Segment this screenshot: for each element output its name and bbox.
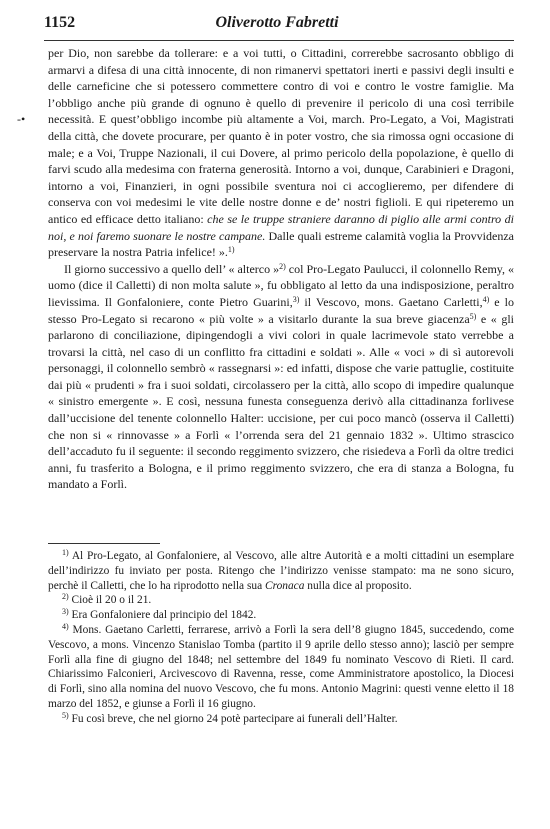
running-title: Oliverotto Fabretti <box>215 14 339 31</box>
text-run: Mons. Gaetano Carletti, ferrarese, arrivò a Forlì la sera dell’8 giugno 1845, succedendo, come Vescovo, a mons. Vincenzo Stanislao Tomba (partito il 9 aprile dello stesso anno); lasciò per sempre Forlì alla fine di giugno del 1848; nel settembre del 1849 fu nominato Vescovo di Rieti. Il card. Chiarissimo Falconieri, Arcivescovo di Ravenna, resse, come Amministratore apostolico, la Diocesi di Forlì, sino alla nomina del nuovo Vescovo, che fu mons. Antonio Magrini: questi venne eletto il 18 marzo del 1852, e giunse a Forlì il 16 giugno. <box>48 623 514 710</box>
footnote <box>48 712 514 727</box>
footnote <box>48 549 514 593</box>
paragraph <box>48 261 514 493</box>
footnote-ref: 5) <box>469 311 477 321</box>
footnote-rule <box>48 543 160 544</box>
header-rule <box>44 40 514 41</box>
footnote-ref: 3) <box>292 294 300 304</box>
text-run: nulla dice al proposito. <box>304 579 412 592</box>
footnote-ref: 3) <box>62 607 69 617</box>
page-number: 1152 <box>44 14 76 31</box>
footnote-ref: 2) <box>62 592 69 602</box>
footnote-ref: 1) <box>62 548 69 557</box>
footnote <box>48 623 514 712</box>
text-run: il Vescovo, mons. Gaetano Carletti, <box>299 294 483 309</box>
page-header <box>44 14 510 36</box>
footnote-ref: 2) <box>279 261 286 271</box>
footnotes <box>48 549 514 727</box>
text-run: col Pro-Legato Paulucci, il colonnello Remy, « uomo (dice il Calletti) di non molta salute », fu obbligato al letto da una indisposizione, peraltro lievissima. Il Gonfaloniere, conte Pietro Guarini, <box>48 261 515 309</box>
text-run: Cioè il 20 o il 21. <box>68 594 152 607</box>
italic-text: che se le truppe straniere daranno di piglio alle armi contro di noi, e noi faremo suonare le nostre campane. <box>48 211 514 243</box>
italic-text: Cronaca <box>264 579 305 592</box>
footnote-ref: 1) <box>227 245 235 255</box>
text-run: Al Pro-Legato, al Gonfaloniere, al Vescovo, alle altre Autorità e a molti cittadini un esemplare dell’indirizzo fu inviato per posta. Ritengo che l’indirizzo venisse stampato: ma ne sono sicuro, perchè il Calletti, che lo ha riprodotto nella sua <box>48 550 514 592</box>
footnote-ref: 5) <box>62 710 69 720</box>
text-run: Dalle quali estreme calamità voglia la Provvidenza preservare la nostra Patria infelice! ». <box>48 228 514 260</box>
text-run: Era Gonfaloniere dal principio del 1842. <box>68 609 257 622</box>
paragraph <box>48 45 514 261</box>
footnote <box>48 593 514 608</box>
footnote <box>48 608 514 623</box>
footnote-ref: 4) <box>62 621 69 631</box>
margin-mark: -• <box>17 112 26 126</box>
body-text <box>48 45 514 493</box>
text-run: Il giorno successivo a quello dell’ « alterco » <box>64 261 280 276</box>
text-run: per Dio, non sarebbe da tollerare: e a voi tutti, o Cittadini, correrebbe sacrosanto obbligo di armarvi a difesa di una città innocente, di non rimanervi spettatori inerti e passivi degli insulti e delle carneficine che si potessero commettere contro di voi e contro le vostre famiglie. Ma l’obbligo anche più grande di ognuno è quello di prevenire il pericolo di una così terribile necessità. E quest’obbligo incombe più altamente a Voi, march. Pro-Legato, a Voi, Magistrati della città, che dovete procurare, per quanto è in poter vostro, che sia rimossa ogni occasione di male; e a Voi, Truppe Nazionali, il cui Dovere, al primo pericolo della popolazione, è quello di farvi scudo alla medesima con fraterna generosità. Intorno a voi, dunque, Carabinieri e Dragoni, intorno a voi, Finanzieri, in ogni possibile sventura noi ci accoglieremo, per difendere di conserva con voi medesimi le vite delle nostre donne e de’ nostri figlioli. E qui ripeteremo un antico ed efficace detto italiano: <box>48 46 514 226</box>
text-run: e lo stesso Pro-Legato si recarono « più volte » a visitarlo durante la sua breve giacenza <box>48 294 514 326</box>
text-run: e « gli parlarono di conciliazione, dipingendogli a vivi colori in quale lacrimevole stato verrebbe a trovarsi la città, nel caso di un conflitto fra cittadini e soldati ». Alle « voci » di sì autorevoli personaggi, il colonnello sembrò « rassegnarsi »: ed infatti, dispose che varie pattuglie, costituite dai più « prudenti » fra i suoi soldati, circolassero per la città, allo scopo di impedire qualunque « sinistro emergente ». E così, nessuna funesta conseguenza derivò alla cittadinanza forlivese dall’uccisione del tenente colonnello Halter: uccisione, per cui poco mancò (osserva il Calletti) che non si « rinnovasse » a Forlì « l’orrenda sera del 21 gennaio 1832 ». Ultimo strascico dell’accaduto fu il seguente: il secondo reggimento svizzero, che risiedeva a Forlì da oltre tredici anni, fu trasferito a Bologna, e il primo reggimento svizzero, che era di stanza a Bologna, fu mandato a Forlì. <box>48 311 514 492</box>
footnote-ref: 4) <box>482 294 490 304</box>
text-run: Fu così breve, che nel giorno 24 potè partecipare ai funerali dell’Halter. <box>68 712 398 725</box>
